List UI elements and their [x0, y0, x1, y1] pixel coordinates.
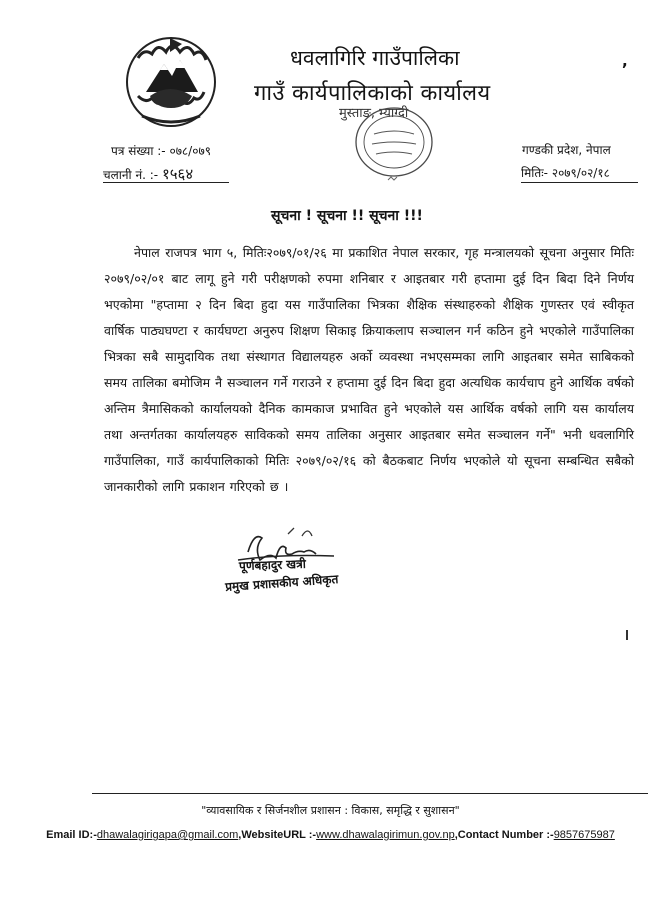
footer-contact-line [0, 829, 661, 841]
dispatch-number-value: १५६४ [161, 165, 194, 183]
notice-title: सूचना ! सूचना !! सूचना !!! [271, 208, 423, 224]
email-link[interactable]: dhawalagirigapa@gmail.com [96, 829, 239, 841]
footer-divider [92, 793, 648, 794]
dispatch-number-label: चलानी नं. :- [103, 168, 159, 182]
contact-number[interactable]: 9857675987 [553, 829, 615, 841]
email-label: Email ID:- [46, 829, 97, 841]
website-link[interactable]: www.dhawalagirimun.gov.np [316, 829, 455, 841]
dispatch-number-row [103, 164, 229, 183]
date-row [521, 164, 638, 183]
contact-label: ,Contact Number :- [454, 829, 554, 841]
signatory-name: पूर्णबहादुर खत्री [238, 556, 307, 574]
footer-slogan: "व्यावसायिक र सिर्जनशील प्रशासन : विकास, समृद्धि र सुशासन" [201, 804, 460, 817]
office-stamp [338, 104, 450, 190]
notice-body: नेपाल राजपत्र भाग ५, मितिः२०७९/०१/२६ मा प्रकाशित नेपाल सरकार, गृह मन्त्रालयको सूचना अनुसार मितिः २०७९/०२/०१ बाट लागू हुने गरी परीक्षणको रुपमा शनिबार र आइतबार गरी हप्तामा दुई दिन बिदा दिने निर्णय भएकोमा "हप्तामा २ दिन बिदा हुदा यस गाउँपालिका भित्रका शैक्षिक संस्थाहरुको शैक्षिक गुणस्तर एवं स्वीकृत वार्षिक पाठ्यघण्टा र कार्यघण्टा अनुरुप शिक्षण सिकाइ क्रियाकलाप सञ्चालन गर्न कठिन हुने भएकोले गाउँपालिका भित्रका सबै सामुदायिक तथा संस्थागत विद्यालयहरु अर्को व्यवस्था नभएसम्मका लागि आइतबार समेत साबिकको समय तालिका बमोजिम नै सञ्चालन गर्ने गराउने र हप्तामा दुई दिन बिदा हुदा अत्यधिक कार्यचाप हुने आर्थिक वर्षको अन्तिम त्रैमासिकको कार्यालयको दैनिक कामकाज प्रभावित हुने भएकोले यस आर्थिक वर्षको लागि यस कार्यालय तथा अन्तर्गतका कार्यालयहरु साविकको समय तालिका अनुसार आइतबार समेत सञ्चालन गर्ने" भनी धवलागिरि गाउँपालिका, गाउँ कार्यपालिकाको मितिः २०७९/०२/१६ को बैठकबाट निर्णय भएकोले यो सूचना सम्बन्धित सबैको जानकारीको लागि प्रकाशन गरिएको छ । [104, 245, 634, 494]
signatory-title: प्रमुख प्रशासकीय अधिकृत [224, 572, 339, 594]
office-name: गाउँ कार्यपालिकाको कार्यालय [254, 81, 491, 106]
municipality-name: धवलागिरि गाउँपालिका [290, 46, 460, 70]
margin-mark [626, 630, 628, 640]
date-label: मितिः- [521, 166, 548, 180]
stray-mark: , [622, 52, 628, 70]
government-emblem-logo [116, 30, 226, 130]
website-label: ,WebsiteURL :- [238, 829, 317, 841]
district-line: मुस्ताङ, म्याग्दी [339, 106, 409, 121]
province-label: गण्डकी प्रदेश, नेपाल [522, 143, 611, 157]
reference-number: पत्र संख्या :- ०७८/०७९ [111, 144, 211, 158]
date-value: २०७९/०२/१८ [551, 166, 610, 180]
